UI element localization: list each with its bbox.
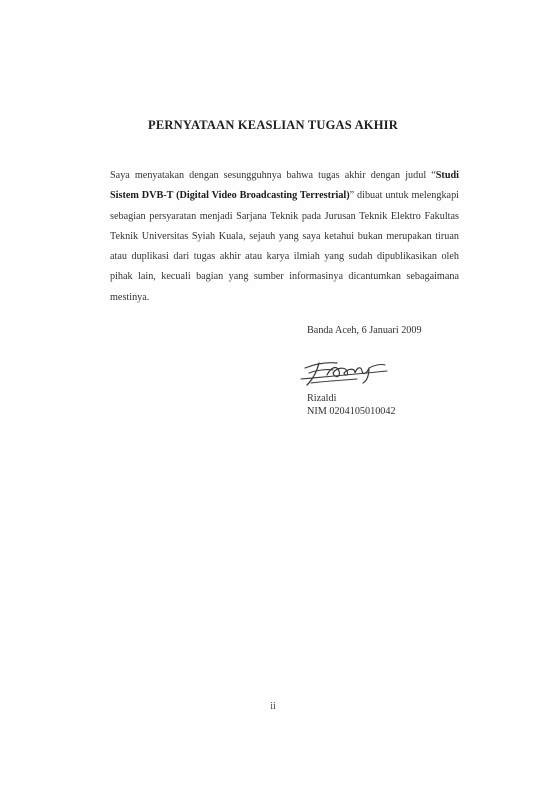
- signer-nim: NIM 0204105010042: [307, 406, 396, 417]
- signature-block: [307, 323, 487, 417]
- page-number: ii: [270, 701, 276, 712]
- place-date: Banda Aceh, 6 Januari 2009: [307, 325, 422, 336]
- thesis-title: Studi Sistem DVB-T (Digital Video Broadcasting Terrestrial): [110, 170, 459, 202]
- statement-rest: ” dibuat untuk melengkapi sebagian persyaratan menjadi Sarjana Teknik pada Jurusan Teknik Elektro Fakultas Teknik Universitas Syiah Kuala, sejauh yang saya ketahui bukan merupakan tiruan atau duplikasi dari tugas akhir atau karya ilmiah yang sudah dipublikasikan oleh pihak lain, kecuali bagian yang sumber informasinya dicantumkan sebagaimana mestinya.: [110, 190, 459, 303]
- signer-name: Rizaldi: [307, 393, 337, 404]
- statement-paragraph: [110, 166, 459, 308]
- page-title: PERNYATAAN KEASLIAN TUGAS AKHIR: [148, 118, 398, 132]
- handwritten-signature: [297, 353, 393, 389]
- statement-intro: Saya menyatakan dengan sesungguhnya bahwa tugas akhir dengan judul “: [110, 170, 436, 181]
